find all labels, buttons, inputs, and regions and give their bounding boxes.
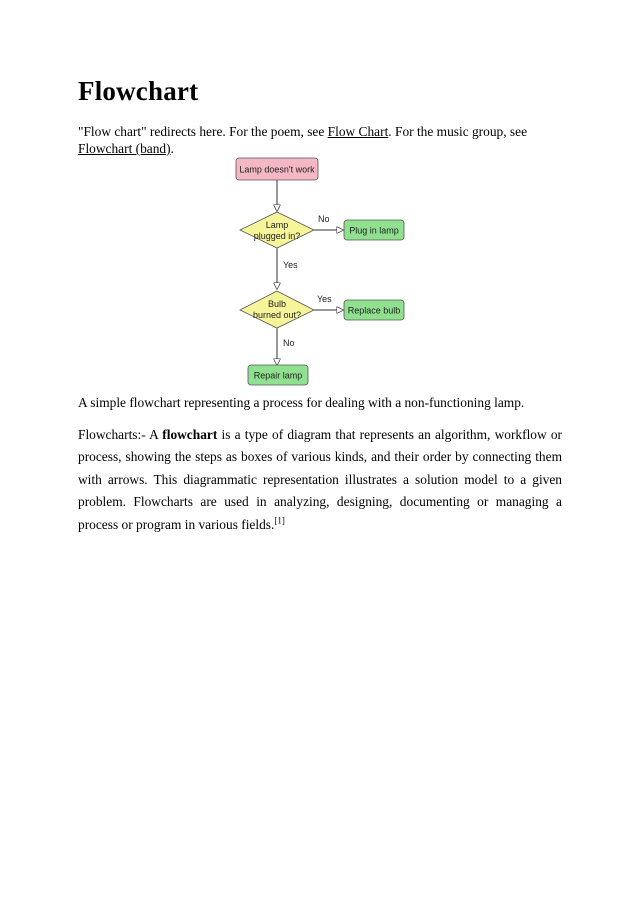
- flow-chart-poem-link[interactable]: Flow Chart: [327, 124, 389, 139]
- decision1-yes-label: Yes: [283, 260, 298, 270]
- definition-paragraph: [78, 424, 562, 536]
- flowchart-band-link[interactable]: Flowchart (band): [78, 141, 171, 156]
- start-label: Lamp doesn't work: [239, 164, 315, 175]
- redirect-suffix: .: [170, 141, 174, 156]
- decision-plugged-in-diamond: [240, 212, 314, 248]
- paragraph-body: is a type of diagram that represents an algorithm, workflow or process, showing the steps as boxes of various kinds, and their order by connecting them with arrows. This diagrammatic representation illustrates a solution model to a given problem. Flowcharts are used in analyzing, designing, documenting or managing a process or program in various fields.: [78, 427, 562, 532]
- decision1-no-label: No: [318, 214, 330, 224]
- page-title: Flowchart: [78, 76, 199, 106]
- lamp-flowchart-diagram: [220, 150, 420, 390]
- citation-link[interactable]: [1]: [274, 515, 285, 526]
- paragraph-term: flowchart: [162, 427, 218, 442]
- action1-label: Plug in lamp: [349, 225, 399, 236]
- decision1-label-line2: plugged in?: [253, 231, 301, 241]
- decision2-yes-label: Yes: [317, 294, 332, 304]
- figure-caption: A simple flowchart representing a process for dealing with a non-functioning lamp.: [78, 395, 525, 410]
- decision2-no-label: No: [283, 338, 295, 348]
- decision2-label-line2: burned out?: [252, 310, 302, 320]
- redirect-prefix: "Flow chart" redirects here. For the poem, see: [78, 124, 328, 139]
- end-label: Repair lamp: [253, 370, 303, 381]
- redirect-middle: . For the music group, see: [388, 124, 528, 139]
- action2-label: Replace bulb: [347, 305, 401, 316]
- decision1-label-line1: Lamp: [265, 220, 289, 230]
- decision2-label-line1: Bulb: [267, 299, 287, 309]
- paragraph-lead: Flowcharts:- A: [78, 427, 163, 442]
